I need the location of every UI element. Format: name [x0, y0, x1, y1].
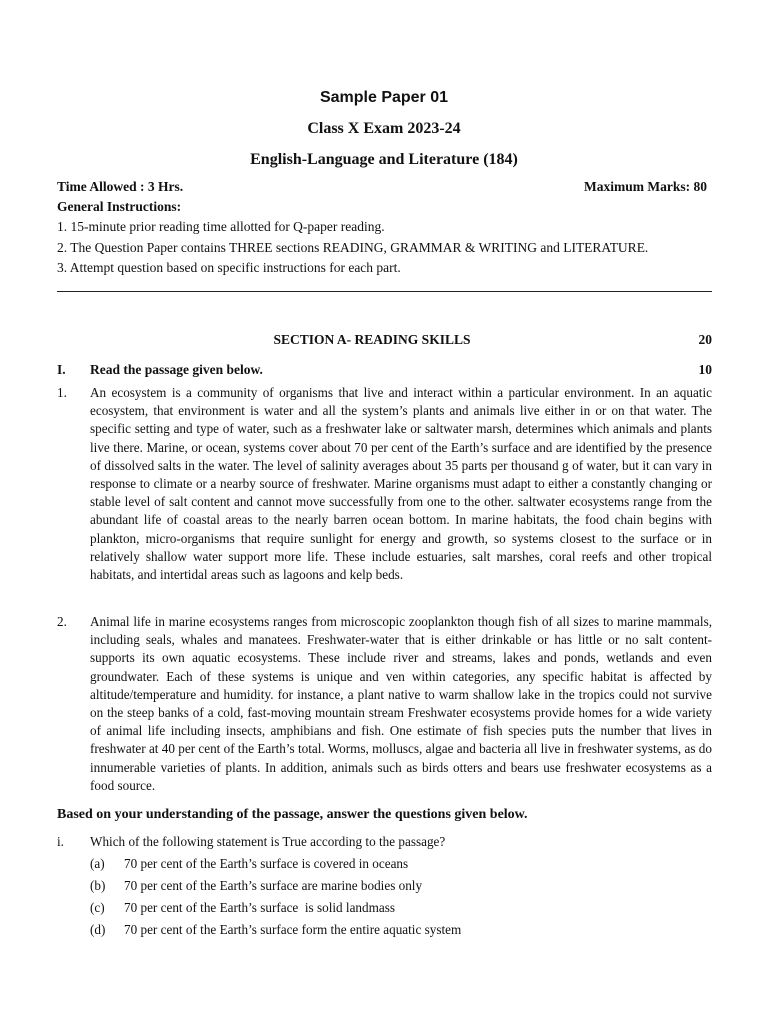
- option-d: [90, 921, 710, 943]
- section-title: SECTION A- READING SKILLS: [273, 332, 471, 347]
- paper-title: Sample Paper 01: [319, 89, 449, 106]
- option-a: [90, 855, 710, 877]
- time-marks-row: [57, 177, 707, 197]
- passage-paragraph: [57, 384, 712, 584]
- option-label: (c): [90, 900, 105, 915]
- sub-question: [57, 833, 712, 851]
- option-text: 70 per cent of the Earth’s surface is covered in oceans: [124, 856, 409, 871]
- paragraph-text: Animal life in marine ecosystems ranges from microscopic zooplankton though fish of all sizes to marine mammals, including seals, whales and manatees. Freshwater-water that is either drinkable or has little or no salt content-supports its own aquatic ecosystems. These include river and streams, lakes and ponds, wetlands and even groundwater. Each of these systems is unique and ven within categories, any specific habitat is affected by altitude/temperature and humidity. for instance, a plant native to warm shallow lake in the tropics could not survive on the steep banks of a cold, fast-moving mountain stream Freshwater ecosystems provide homes for a wide variety of animal life including insects, amphibians and fish. One estimate of fish species puts the number that lives in freshwater at 40 per cent of the Earth’s total. Worms, molluscs, algae and bacteria all live in freshwater systems, as do innumerable varieties of plants. In addition, animals such as birds otters and bears use freshwater ecosystems as a food source.: [90, 614, 712, 793]
- answer-options: [90, 855, 710, 943]
- sub-question-text: Which of the following statement is True according to the passage?: [90, 834, 446, 849]
- option-text: 70 per cent of the Earth’s surface form the entire aquatic system: [124, 922, 462, 937]
- instruction-item: 3. Attempt question based on specific instructions for each part.: [57, 260, 401, 275]
- option-label: (d): [90, 922, 106, 937]
- exam-meta: [57, 177, 707, 279]
- time-allowed: Time Allowed : 3 Hrs.: [57, 179, 184, 194]
- option-text: 70 per cent of the Earth’s surface is solid landmass: [124, 900, 395, 915]
- passage-paragraph: [57, 613, 712, 795]
- maximum-marks: Maximum Marks: 80: [584, 179, 707, 194]
- paragraph-number: 2.: [57, 614, 67, 629]
- instruction-item: 2. The Question Paper contains THREE sections READING, GRAMMAR & WRITING and LITERATURE.: [57, 239, 649, 255]
- question-text: Read the passage given below.: [90, 362, 263, 377]
- question-marks: 10: [698, 362, 712, 377]
- subject-line: English-Language and Literature (184): [250, 151, 518, 168]
- general-instructions-heading: General Instructions:: [57, 199, 182, 214]
- instruction-line: Based on your understanding of the passage, answer the questions given below.: [57, 807, 528, 822]
- section-marks: 20: [698, 332, 712, 347]
- option-label: (b): [90, 878, 106, 893]
- question-number: I.: [57, 362, 66, 377]
- sub-question-number: i.: [57, 834, 64, 849]
- option-b: [90, 877, 710, 899]
- instruction-item: 1. 15-minute prior reading time allotted for Q-paper reading.: [57, 219, 385, 234]
- class-line: Class X Exam 2023-24: [307, 120, 461, 137]
- option-c: [90, 899, 710, 921]
- paragraph-number: 1.: [57, 385, 67, 400]
- option-label: (a): [90, 856, 105, 871]
- paragraph-text: An ecosystem is a community of organisms that live and interact within a particular environment. In an aquatic ecosystem, that environment is water and all the system’s plants and animals live either in or on that water. The specific setting and type of water, such as a freshwater lake or saltwater marsh, determines which animals and plants live there. Marine, or ocean, systems cover about 70 per cent of the Earth’s surface and are identified by the presence of dissolved salts in the water. The level of salinity averages about 35 parts per thousand g of water, but it can vary in response to climate or a nearby source of freshwater. Marine organisms must adapt to either a constantly changing or stable level of salt content and cannot move successfully from one to the other. saltwater ecosystems range from the abundant life of coastal areas to the nearly barren ocean bottom. In marine habitats, the food chain begins with plankton, micro-organisms that require sunlight for energy and growth, so systems closest to the surface or in relatively shallow water support more life. These include estuaries, salt marshes, coral reefs and other tropical habitats, and intertidal areas such as lagoons and kelp beds.: [90, 385, 712, 583]
- horizontal-divider: [57, 291, 712, 292]
- option-text: 70 per cent of the Earth’s surface are marine bodies only: [124, 878, 423, 893]
